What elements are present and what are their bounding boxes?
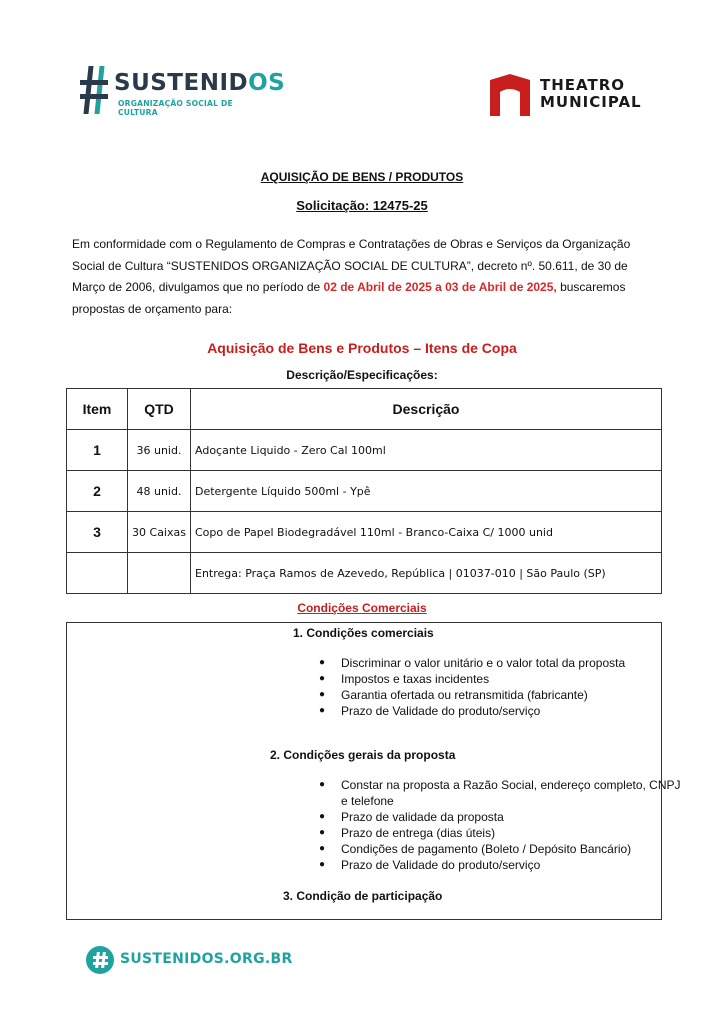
cell-qtd [128,553,191,594]
cell-descricao: Copo de Papel Biodegradável 110ml - Branco-Caixa C/ 1000 unid [191,512,662,553]
doc-title: AQUISIÇÃO DE BENS / PRODUTOS [260,170,464,184]
conditions-box [66,622,681,920]
sustenidos-logo [80,64,286,117]
table-row [67,512,662,553]
section-title: Aquisição de Bens e Produtos – Itens de Copa [207,340,517,356]
theatro-wordmark: THEATRO MUNICIPAL [540,76,642,111]
sustenidos-subtitle: ORGANIZAÇÃO SOCIAL DE CULTURA [118,99,233,117]
theatro-arch-icon [490,74,530,116]
table-row [67,430,662,471]
table-header-row [67,389,662,430]
period-highlight: 02 de Abril de 2025 a 03 de Abril de 2025, [323,280,557,294]
sustenidos-wordmark: SUSTENIDOS [114,70,286,96]
conditions-heading-3: 3. Condição de participação [283,889,443,903]
table-row-delivery [67,553,662,594]
hashtag-circle-icon [86,946,114,974]
conditions-title: Condições Comerciais [297,601,427,615]
conditions-list-2 [303,777,683,873]
cell-qtd: 30 Caixas [128,512,191,553]
conditions-heading-1: 1. Condições comerciais [293,626,434,640]
solicitacao-number: Solicitação: 12475-25 [296,198,428,213]
footer-website[interactable] [86,946,293,974]
cell-delivery-address: Entrega: Praça Ramos de Azevedo, República | 01037-010 | São Paulo (SP) [191,553,662,594]
list-item: ● Impostos e taxas incidentes [323,671,683,687]
list-item: ● Prazo de validade da proposta [323,809,683,825]
list-item: ● Constar na proposta a Razão Social, endereço completo, CNPJ e telefone [323,777,683,809]
cell-item: 3 [67,512,128,553]
table-row [67,471,662,512]
list-item: ● Garantia ofertada ou retransmitida (fabricante) [323,687,683,703]
conditions-list-1 [303,655,683,719]
theatro-municipal-logo [490,74,655,118]
cell-descricao: Detergente Líquido 500ml - Ypê [191,471,662,512]
intro-paragraph: Em conformidade com o Regulamento de Compras e Contratações de Obras e Serviços da Organização Social de Cultura “SUSTENIDOS ORGANIZAÇÃO SOCIAL DE CULTURA”, decreto nº. 50.611, de 30 de Março de 2006, divulgamos que no período de 02 de Abril de 2025 a 03 de Abril de 2025, buscaremos propostas de orçamento para: [72,237,631,316]
cell-qtd: 48 unid. [128,471,191,512]
conditions-heading-2: 2. Condições gerais da proposta [270,748,456,762]
list-item: ● Prazo de entrega (dias úteis) [323,825,683,841]
header-item: Item [67,389,128,430]
list-item: ● Prazo de Validade do produto/serviço [323,703,683,719]
list-item: ● Prazo de Validade do produto/serviço [323,857,683,873]
list-item: ● Condições de pagamento (Boleto / Depósito Bancário) [323,841,683,857]
cell-qtd: 36 unid. [128,430,191,471]
cell-descricao: Adoçante Liquido - Zero Cal 100ml [191,430,662,471]
footer-site-text: SUSTENIDOS.ORG.BR [120,951,293,967]
cell-item [67,553,128,594]
hashtag-logo-icon [80,64,110,116]
cell-item: 1 [67,430,128,471]
description-heading: Descrição/Especificações: [286,368,438,382]
header-qtd: QTD [128,389,191,430]
cell-item: 2 [67,471,128,512]
header-descricao: Descrição [191,389,662,430]
items-table [66,388,662,594]
list-item: ● Discriminar o valor unitário e o valor total da proposta [323,655,683,671]
